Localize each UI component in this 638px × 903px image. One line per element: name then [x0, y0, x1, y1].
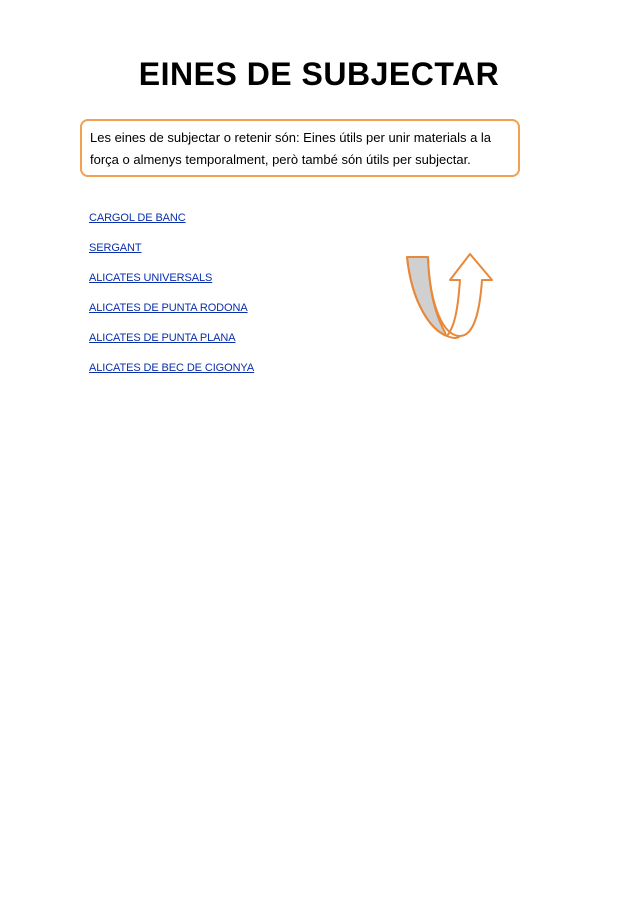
- link-sergant[interactable]: SERGANT: [89, 242, 142, 254]
- list-item: [89, 208, 254, 238]
- list-item: [89, 238, 254, 268]
- list-item: [89, 358, 254, 388]
- link-alicates-punta-rodona[interactable]: ALICATES DE PUNTA RODONA: [89, 302, 248, 314]
- page-title: EINES DE SUBJECTAR: [138, 56, 500, 92]
- link-alicates-universals[interactable]: ALICATES UNIVERSALS: [89, 272, 213, 284]
- link-alicates-bec-cigonya[interactable]: ALICATES DE BEC DE CIGONYA: [89, 362, 255, 374]
- list-item: [89, 298, 254, 328]
- tool-links-list: [89, 208, 254, 388]
- intro-text-box: Les eines de subjectar o retenir són: Eines útils per unir materials a la força o almenys temporalment, però també són útils per subjectar.: [80, 119, 520, 177]
- list-item: [89, 268, 254, 298]
- list-item: [89, 328, 254, 358]
- link-alicates-punta-plana[interactable]: ALICATES DE PUNTA PLANA: [89, 332, 236, 344]
- link-cargol-de-banc[interactable]: CARGOL DE BANC: [89, 212, 186, 224]
- u-turn-arrow-icon: [398, 248, 506, 342]
